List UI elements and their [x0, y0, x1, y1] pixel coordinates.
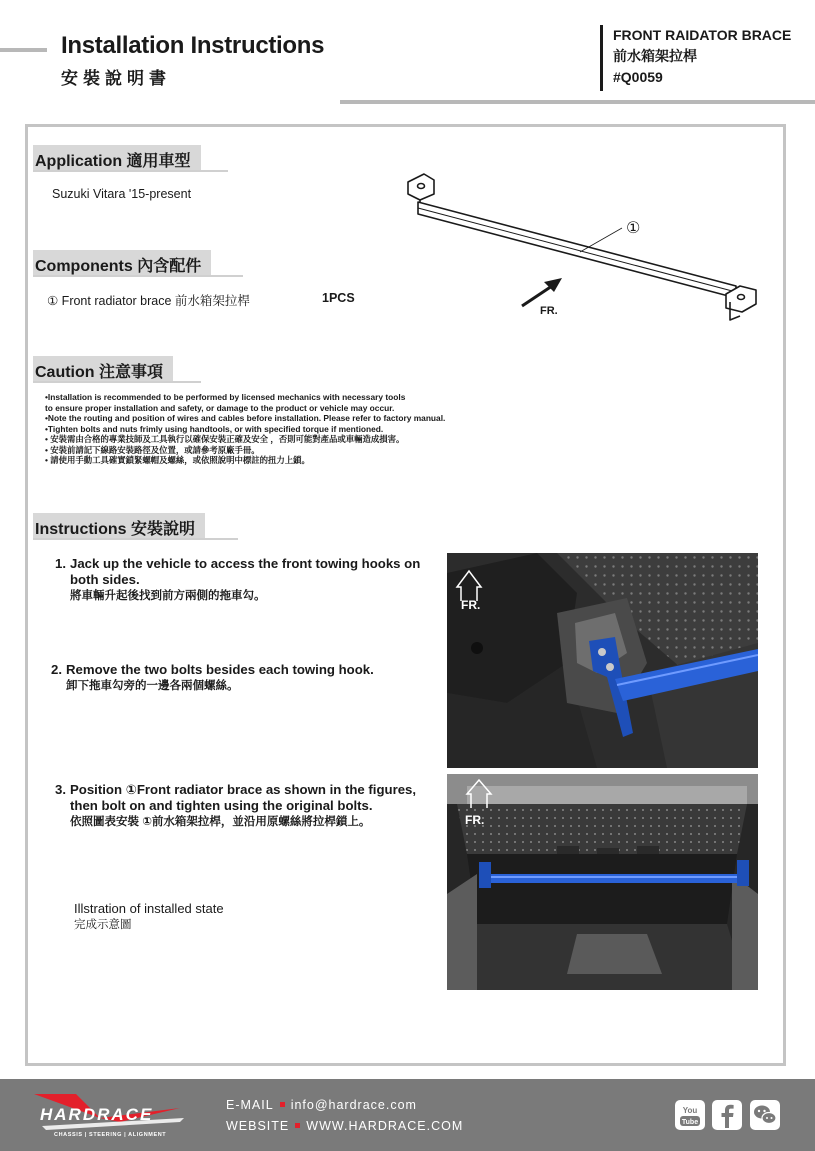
footer-website — [226, 1119, 463, 1133]
website-label: WEBSITE — [226, 1119, 290, 1133]
step-text: Remove the two bolts besides each towing hook. — [66, 662, 374, 677]
step-text-zh: 依照圖表安裝 ①前水箱架拉桿，並沿用原螺絲將拉桿鎖上。 — [70, 816, 371, 828]
front-arrow-label: FR. — [540, 305, 558, 317]
bullet-icon — [295, 1123, 300, 1128]
step-1 — [55, 556, 421, 604]
step-text: Position ①Front radiator brace as shown in the figures, — [70, 782, 417, 797]
step-text: both sides. — [70, 572, 140, 587]
step-text-zh: 卸下拖車勾旁的一邊各兩個螺絲。 — [66, 680, 239, 692]
photo-installed-state-graphic — [447, 774, 758, 990]
instructions-heading: Instructions 安裝說明 — [33, 513, 205, 539]
caution-heading: Caution 注意事項 — [33, 356, 173, 382]
caution-line: •Tighten bolts and nuts frimly using handtools, or with specified torque if mentioned. — [45, 423, 384, 434]
caution-line: • 請使用手動工具確實鎖緊螺帽及螺絲，或依照說明中標註的扭力上鎖。 — [45, 455, 310, 465]
photo-fr-label: FR. — [461, 598, 481, 612]
facebook-icon[interactable] — [712, 1100, 742, 1130]
component-item-qty: 1PCS — [322, 291, 355, 305]
step-3 — [55, 782, 417, 830]
caution-line: to ensure proper installation and safety, or damage to the product or vehicle may occur. — [45, 402, 395, 413]
brace-diagram — [400, 170, 770, 330]
caution-line: • 安裝需由合格的專業技師及工具執行以確保安裝正確及安全 ，否則可能對產品或車輛造成損害。 — [45, 434, 405, 444]
page-title-zh: 安裝說明書 — [61, 69, 171, 89]
header-rule-right — [340, 100, 815, 104]
email-label: E-MAIL — [226, 1098, 274, 1112]
step-number: 1. — [55, 556, 66, 571]
step-number: 2. — [51, 662, 62, 677]
caution-line: • 安裝前請記下線路安裝路徑及位置，或請參考原廠手冊。 — [45, 444, 260, 455]
application-heading-rule — [33, 170, 228, 172]
step-text: then bolt on and tighten using the original bolts. — [70, 798, 373, 813]
illustration-label: Illstration of installed state — [74, 901, 224, 916]
wechat-icon[interactable] — [750, 1100, 780, 1130]
illustration-caption — [74, 901, 224, 933]
logo-wordmark: HARDRACE — [40, 1105, 154, 1124]
illustration-label-zh: 完成示意圖 — [74, 919, 132, 931]
photo-towing-hook-graphic — [447, 553, 758, 768]
svg-text:You: You — [682, 1106, 698, 1115]
step-text: Jack up the vehicle to access the front towing hooks on — [70, 556, 421, 571]
front-arrow-icon — [522, 278, 562, 306]
part-number: #Q0059 — [613, 69, 663, 85]
caution-line: •Note the routing and position of wires and cables before installation. Please refer to factory manual. — [45, 413, 446, 423]
photo-towing-hook — [447, 553, 758, 768]
diagram-callout: ① — [626, 218, 641, 237]
svg-text:Tube: Tube — [681, 1119, 699, 1126]
photo-fr-label: FR. — [465, 813, 485, 827]
components-heading: Components 內含配件 — [33, 250, 211, 276]
step-2 — [51, 662, 374, 694]
footer-email — [226, 1098, 417, 1112]
application-vehicle: Suzuki Vitara '15-present — [52, 187, 192, 201]
photo-installed-state — [447, 774, 758, 990]
step-text-zh: 將車輛升起後找到前方兩側的拖車勾。 — [70, 590, 266, 602]
component-item-name: ① Front radiator brace 前水箱架拉桿 — [47, 294, 250, 308]
website-link[interactable]: WWW.HARDRACE.COM — [306, 1119, 464, 1133]
instructions-heading-rule — [33, 538, 238, 540]
step-number: 3. — [55, 782, 66, 797]
hardrace-logo — [30, 1088, 190, 1144]
email-link[interactable]: info@hardrace.com — [290, 1098, 417, 1112]
product-name-zh: 前水箱架拉桿 — [613, 48, 697, 64]
page-title: Installation Instructions — [61, 32, 325, 59]
application-heading: Application 適用車型 — [33, 145, 201, 171]
header-rule-left — [0, 48, 47, 52]
caution-heading-rule — [33, 381, 201, 383]
logo-tagline: CHASSIS | STEERING | ALIGNMENT — [54, 1132, 167, 1138]
product-name: FRONT RAIDATOR BRACE — [613, 27, 792, 43]
youtube-icon[interactable] — [675, 1100, 705, 1130]
caution-text — [45, 392, 445, 466]
components-heading-rule — [33, 275, 243, 277]
product-info — [613, 25, 791, 88]
header-divider — [600, 25, 603, 91]
bullet-icon — [280, 1102, 285, 1107]
caution-line: •Installation is recommended to be performed by licensed mechanics with necessary tools — [45, 392, 406, 402]
